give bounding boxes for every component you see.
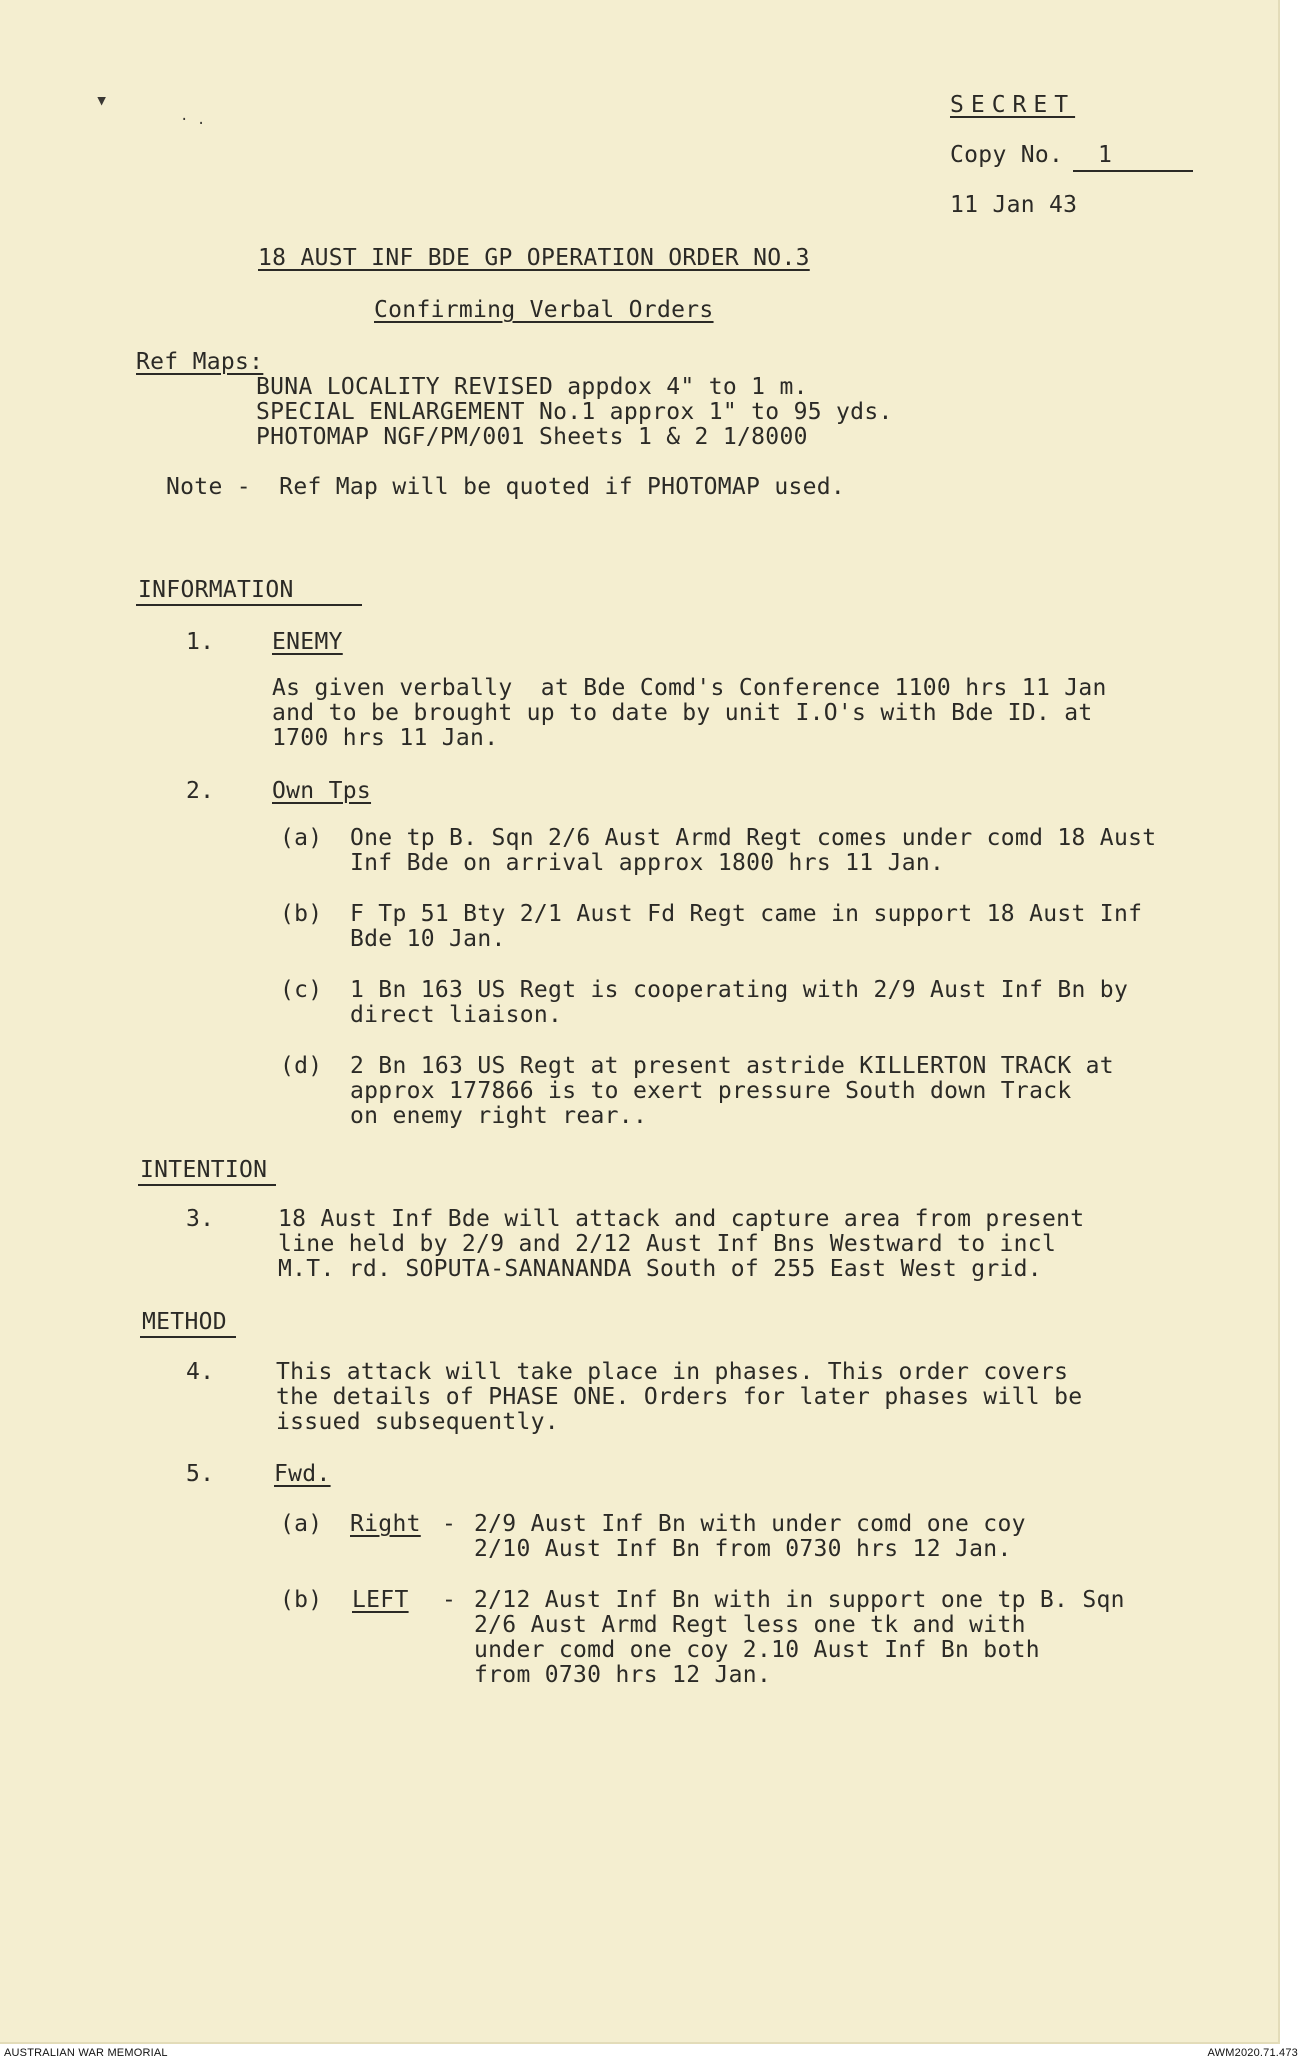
para-line: line held by 2/9 and 2/12 Aust Inf Bns Westward to incl — [278, 1231, 1057, 1257]
item-line: One tp B. Sqn 2/6 Aust Armd Regt comes under comd 18 Aust — [350, 825, 1157, 851]
para-line: 1700 hrs 11 Jan. — [272, 725, 499, 751]
section-heading-information: INFORMATION — [138, 577, 294, 603]
para-line: issued subsequently. — [276, 1409, 559, 1435]
para-line: 18 Aust Inf Bde will attack and capture area from present — [278, 1206, 1085, 1232]
item-label: (d) — [280, 1053, 323, 1079]
item-line: 2/10 Aust Inf Bn from 0730 hrs 12 Jan. — [474, 1536, 1012, 1562]
page-subtitle: Confirming Verbal Orders — [374, 297, 714, 323]
classification: SECRET — [950, 92, 1076, 118]
item-line: Inf Bde on arrival approx 1800 hrs 11 Jan. — [350, 850, 945, 876]
item-line: 2/12 Aust Inf Bn with in support one tp B. Sqn — [474, 1587, 1125, 1613]
para-heading-own-tps: Own Tps — [272, 778, 372, 804]
page-title: 18 AUST INF BDE GP OPERATION ORDER NO.3 — [258, 245, 810, 271]
para-line: M.T. rd. SOPUTA-SANANANDA South of 255 East West grid. — [278, 1256, 1042, 1282]
copy-number: 1 — [1098, 142, 1113, 168]
item-line: on enemy right rear.. — [350, 1103, 648, 1129]
ref-map-line: SPECIAL ENLARGEMENT No.1 approx 1" to 95 yds. — [256, 399, 893, 425]
item-key-right: Right — [350, 1511, 421, 1537]
para-line: This attack will take place in phases. This order covers — [276, 1359, 1069, 1385]
item-line: approx 177866 is to exert pressure South down Track — [350, 1078, 1072, 1104]
item-label: (b) — [280, 901, 323, 927]
ink-mark: · . — [180, 112, 206, 128]
item-label: (a) — [280, 825, 323, 851]
item-line: 2/9 Aust Inf Bn with under comd one coy — [474, 1511, 1026, 1537]
heading-underline — [136, 604, 362, 606]
item-key-left: LEFT — [352, 1587, 409, 1613]
heading-underline — [138, 1184, 276, 1186]
footer-institution: AUSTRALIAN WAR MEMORIAL — [4, 2047, 168, 2059]
item-dash: - — [442, 1587, 457, 1613]
para-number: 3. — [186, 1206, 215, 1232]
para-line: As given verbally at Bde Comd's Conference 1100 hrs 11 Jan — [272, 675, 1107, 701]
item-line: from 0730 hrs 12 Jan. — [474, 1662, 772, 1688]
section-heading-method: METHOD — [142, 1309, 227, 1335]
para-number: 4. — [186, 1359, 215, 1385]
heading-underline — [140, 1336, 236, 1338]
item-line: F Tp 51 Bty 2/1 Aust Fd Regt came in support 18 Aust Inf — [350, 901, 1143, 927]
para-number: 5. — [186, 1461, 215, 1487]
para-number: 1. — [186, 629, 215, 655]
para-number: 2. — [186, 778, 215, 804]
item-line: Bde 10 Jan. — [350, 926, 506, 952]
para-line: the details of PHASE ONE. Orders for later phases will be — [276, 1384, 1083, 1410]
ref-maps-label: Ref Maps: — [136, 349, 264, 375]
item-dash: - — [442, 1511, 457, 1537]
item-line: direct liaison. — [350, 1002, 563, 1028]
date: 11 Jan 43 — [950, 192, 1078, 218]
copy-label: Copy No. — [950, 142, 1064, 168]
para-heading-enemy: ENEMY — [272, 629, 343, 655]
item-label: (c) — [280, 977, 323, 1003]
ref-map-line: BUNA LOCALITY REVISED appdox 4" to 1 m. — [256, 374, 808, 400]
ref-map-note: Note - Ref Map will be quoted if PHOTOMAP used. — [166, 474, 846, 500]
item-line: 1 Bn 163 US Regt is cooperating with 2/9 Aust Inf Bn by — [350, 977, 1129, 1003]
copy-underline — [1073, 170, 1193, 172]
item-line: 2/6 Aust Armd Regt less one tk and with — [474, 1612, 1026, 1638]
para-line: and to be brought up to date by unit I.O's with Bde ID. at — [272, 700, 1093, 726]
item-label: (a) — [280, 1511, 323, 1537]
item-label: (b) — [280, 1587, 323, 1613]
ref-map-line: PHOTOMAP NGF/PM/001 Sheets 1 & 2 1/8000 — [256, 424, 808, 450]
item-line: under comd one coy 2.10 Aust Inf Bn both — [474, 1637, 1040, 1663]
ink-mark: ▾ — [95, 88, 109, 113]
para-heading-fwd: Fwd. — [274, 1461, 331, 1487]
item-line: 2 Bn 163 US Regt at present astride KILLERTON TRACK at — [350, 1053, 1114, 1079]
footer-accession-number: AWM2020.71.473 — [1207, 2047, 1298, 2059]
section-heading-intention: INTENTION — [140, 1157, 268, 1183]
